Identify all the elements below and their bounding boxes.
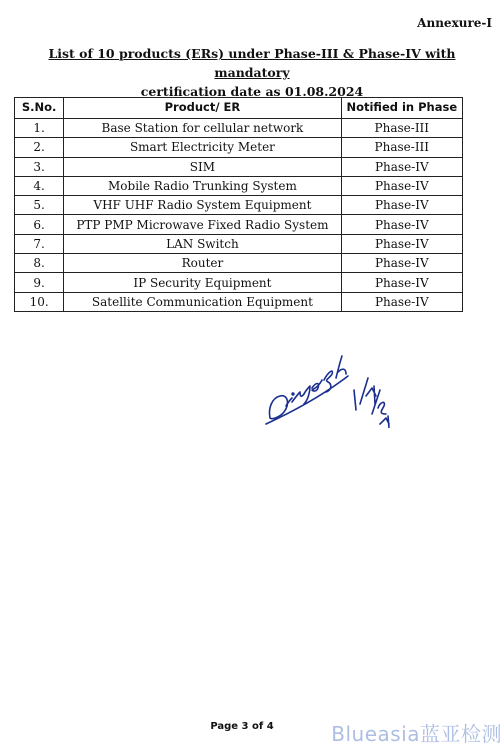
cell-sno: 9. [15,273,64,292]
page-number: Page 3 of 4 [210,721,274,732]
cell-phase: Phase-IV [341,273,462,292]
cell-sno: 4. [15,176,64,195]
cell-sno: 1. [15,119,64,138]
cell-product: Router [64,254,341,273]
products-table [14,97,463,312]
header-sno: S.No. [15,98,64,119]
title-line-2: certification date as 01.08.2024 [140,84,364,99]
table-row [15,215,463,234]
header-product: Product/ ER [64,98,341,119]
cell-product: Smart Electricity Meter [64,138,341,157]
cell-phase: Phase-III [341,138,462,157]
table-row [15,292,463,311]
header-phase: Notified in Phase [341,98,462,119]
table-row [15,234,463,253]
cell-phase: Phase-IV [341,215,462,234]
cell-sno: 3. [15,157,64,176]
cell-sno: 8. [15,254,64,273]
cell-sno: 2. [15,138,64,157]
cell-phase: Phase-III [341,119,462,138]
cell-product: SIM [64,157,341,176]
cell-product: LAN Switch [64,234,341,253]
cell-product: VHF UHF Radio System Equipment [64,196,341,215]
table-row [15,196,463,215]
document-title [10,44,494,101]
table-row [15,254,463,273]
cell-phase: Phase-IV [341,234,462,253]
table-row [15,273,463,292]
cell-phase: Phase-IV [341,254,462,273]
cell-product: Base Station for cellular network [64,119,341,138]
cell-phase: Phase-IV [341,196,462,215]
handwritten-signature [262,338,392,428]
cell-phase: Phase-IV [341,157,462,176]
cell-sno: 5. [15,196,64,215]
table-row [15,138,463,157]
table-header-row [15,98,463,119]
cell-product: Mobile Radio Trunking System [64,176,341,195]
table-row [15,119,463,138]
cell-sno: 10. [15,292,64,311]
cell-phase: Phase-IV [341,292,462,311]
table-row [15,176,463,195]
cell-product: PTP PMP Microwave Fixed Radio System [64,215,341,234]
table-row [15,157,463,176]
cell-phase: Phase-IV [341,176,462,195]
cell-sno: 6. [15,215,64,234]
cell-sno: 7. [15,234,64,253]
cell-product: IP Security Equipment [64,273,341,292]
cell-product: Satellite Communication Equipment [64,292,341,311]
annexure-label: Annexure-I [417,16,492,30]
title-line-1: List of 10 products (ERs) under Phase-III & Phase-IV with mandatory [48,46,456,80]
watermark: Blueasia蓝亚检测 [331,722,502,746]
